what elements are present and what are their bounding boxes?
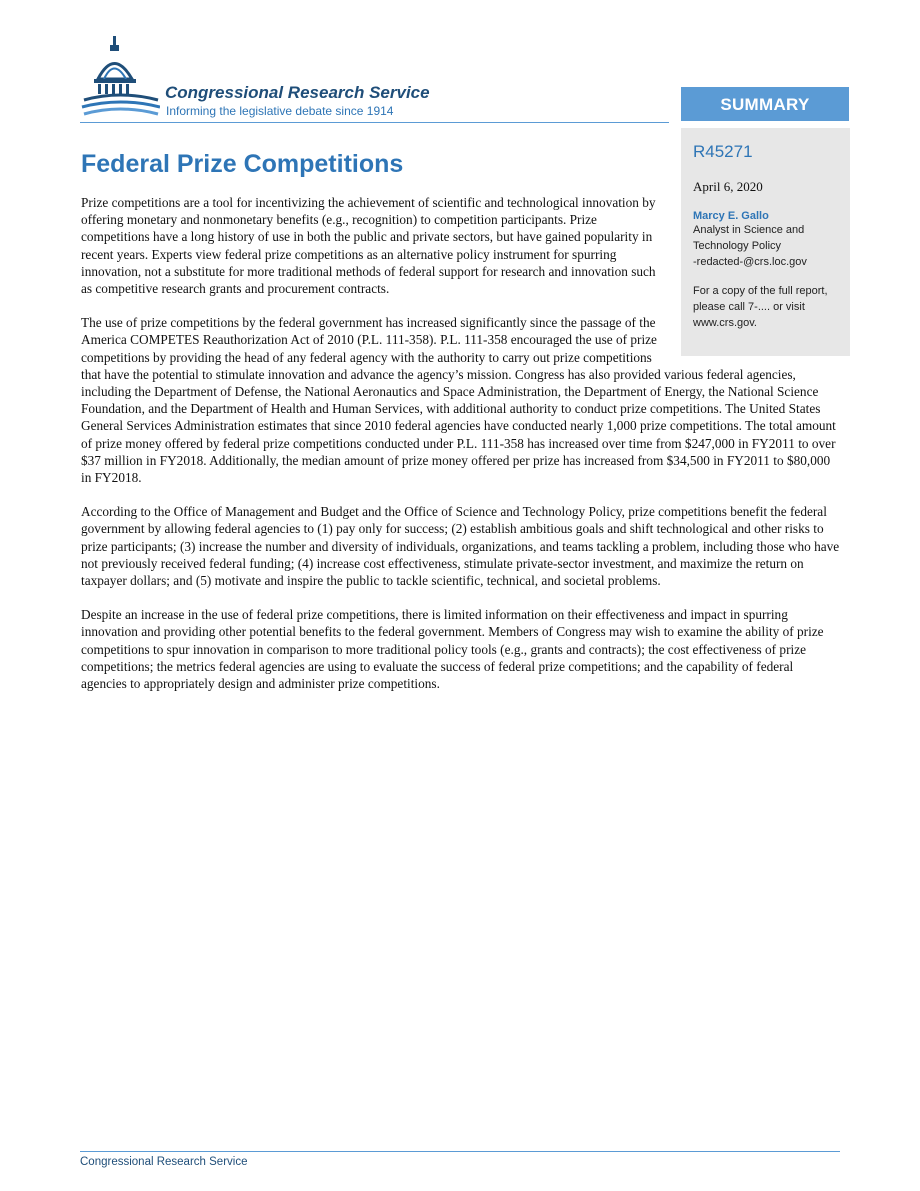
brand-name: Congressional Research Service <box>165 83 430 102</box>
copy-note-line-2: please call 7-.... or visit <box>693 301 805 313</box>
report-date: April 6, 2020 <box>693 179 763 194</box>
author-email: -redacted-@crs.loc.gov <box>693 256 807 268</box>
summary-paragraph-4: Despite an increase in the use of federal prize competitions, there is limited information on their effectiveness and impact in spurring innovation and providing other potential benefits to the federal government. Members of Congress may wish to examine the ability of prize competitions to spur innovation in comparison to more traditional policy tools (e.g., grants and contracts); the cost effectiveness of prize competitions; the metrics federal agencies are using to evaluate the success of federal prize competitions; and the capability of federal agencies to appropriately design and administer prize competitions. <box>81 607 824 692</box>
summary-body <box>81 194 841 709</box>
summary-paragraph-1: Prize competitions are a tool for incentivizing the achievement of scientific and technological innovation by offering monetary and nonmonetary benefits (e.g., recognition) to competition participants. Prize competitions have a long history of use in both the public and private sectors, but have gained popularity in recent years. Experts view federal prize competitions as an alternative policy instrument for spurring innovation, not a substitute for more traditional methods of federal support for research and innovation such as competitive research grants and procurement contracts. <box>81 195 656 297</box>
author-title-line-1: Analyst in Science and <box>693 224 805 236</box>
author-name: Marcy E. Gallo <box>693 210 769 222</box>
summary-tab: SUMMARY <box>681 87 849 121</box>
author-title-line-2: Technology Policy <box>693 240 782 252</box>
summary-paragraph-2: The use of prize competitions by the federal government has increased significantly since the passage of the America COMPETES Reauthorization Act of 2010 (P.L. 111-358). P.L. 111-358 encouraged the use of prize competitions by providing the head of any federal agency with the authority to carry out prize competitions that have the potential to stimulate innovation and advance the agency’s mission. Congress has also provided various federal agencies, including the Department of Defense, the National Aeronautics and Space Administration, the Department of Energy, the National Science Foundation, and the Department of Health and Human Services, with additional authority to conduct prize competitions. The United States General Services Administration estimates that since 2010 federal agencies have conducted nearly 1,000 prize competitions. The total amount of prize money offered by federal prize competitions conducted under P.L. 111-358 has increased over time from $247,000 in FY2011 to over $37 million in FY2018. Additionally, the median amount of prize money offered per prize has increased from $34,500 in FY2011 to $80,000 in FY2018. <box>81 315 836 486</box>
sidebar-spacer <box>657 194 841 356</box>
footer-divider <box>80 1151 840 1152</box>
summary-paragraph-3: According to the Office of Management and Budget and the Office of Science and Technology Policy, prize competitions benefit the federal government by allowing federal agencies to (1) pay only for success; (2) establish ambitious goals and shift technological and other risks to prize participants; (3) increase the number and diversity of individuals, organizations, and teams tackling a problem, including those who have not previously received federal funding; (4) increase cost effectiveness, stimulate private-sector investment, and maximize the return on taxpayer dollars; and (5) motivate and inspire the public to tackle scientific, technical, and societal problems. <box>81 504 840 589</box>
copy-note-line-1: For a copy of the full report, <box>693 285 828 297</box>
footer-text: Congressional Research Service <box>80 1156 248 1168</box>
capitol-dome-icon <box>80 34 160 124</box>
document-title: Federal Prize Competitions <box>81 150 404 178</box>
crs-logo <box>80 34 680 124</box>
report-number: R45271 <box>693 142 753 161</box>
copy-note-link: www.crs.gov. <box>693 317 757 329</box>
brand-tagline: Informing the legislative debate since 1914 <box>166 104 394 118</box>
header-divider <box>80 122 669 123</box>
